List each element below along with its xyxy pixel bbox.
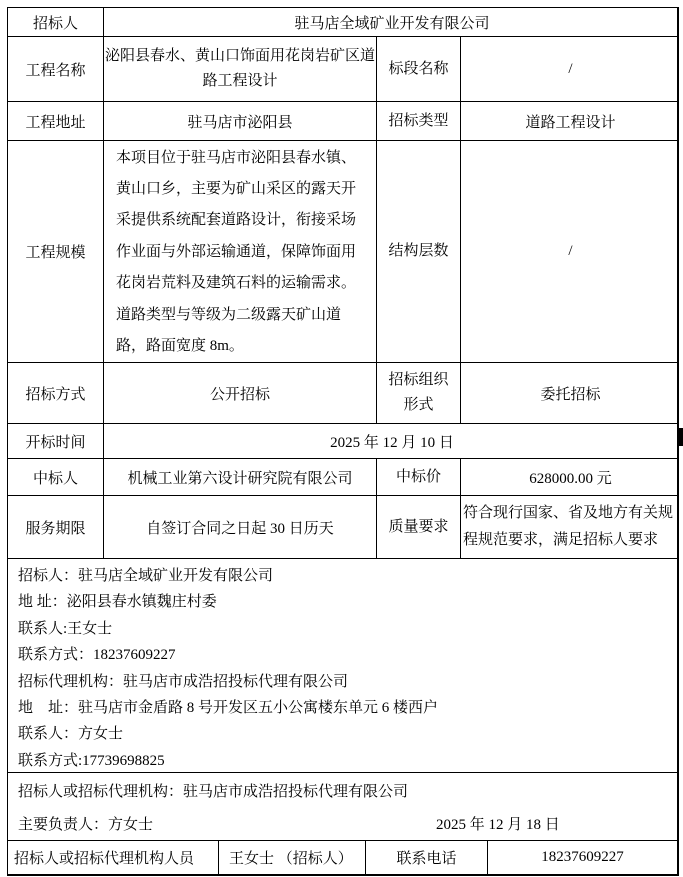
tenderer-value: 驻马店全域矿业开发有限公司 <box>294 15 490 32</box>
service-period-value: 自签订合同之日起 30 日历天 <box>104 496 377 558</box>
structure-layers-label: 结构层数 <box>377 141 461 362</box>
section-name-value: / <box>568 60 573 77</box>
row-project-address <box>8 102 677 141</box>
footer-phone-value: 18237609227 <box>541 849 624 865</box>
footer-phone-label: 联系电话 <box>366 841 488 874</box>
signature-date: 2025 年 12 月 18 日 <box>436 817 560 833</box>
winning-price-label: 中标价 <box>377 459 461 495</box>
service-period-label: 服务期限 <box>8 496 104 558</box>
winning-bidder-value: 机械工业第六设计研究院有限公司 <box>104 459 377 495</box>
section-name-label: 标段名称 <box>377 37 461 101</box>
tender-method-value: 公开招标 <box>104 363 377 423</box>
contact-agency: 招标代理机构：驻马店市成浩招投标代理有限公司 <box>18 673 349 690</box>
row-project-name <box>8 37 677 102</box>
contact-agency-phone: 联系方式:17739698825 <box>18 752 165 769</box>
contact-agency-person: 联系人：方女士 <box>18 726 124 743</box>
row-footer <box>8 841 677 874</box>
row-tender-method <box>8 363 677 424</box>
footer-personnel-label: 招标人或招标代理机构人员 <box>8 841 219 874</box>
tender-org-form-label: 招标组织形式 <box>377 363 461 423</box>
principal-name: 主要负责人：方女士 <box>18 817 154 833</box>
row-tenderer <box>8 8 677 37</box>
edge-mark-artifact <box>679 428 683 446</box>
project-name-label: 工程名称 <box>8 37 104 101</box>
tender-info-table <box>7 7 679 876</box>
row-contact-block <box>8 559 677 773</box>
contact-tenderer-phone: 联系方式：18237609227 <box>18 647 176 664</box>
project-scale-label: 工程规模 <box>8 141 104 362</box>
contact-agency-address: 地 址：驻马店市金盾路 8 号开发区五小公寓楼东单元 6 楼西户 <box>18 700 439 717</box>
row-agency-block <box>8 773 677 841</box>
tender-org-form-value: 委托招标 <box>540 386 601 403</box>
project-address-label: 工程地址 <box>8 102 104 140</box>
contact-tenderer-person: 联系人:王女士 <box>18 620 113 637</box>
quality-requirement-label: 质量要求 <box>377 496 461 558</box>
bid-opening-time-label: 开标时间 <box>8 424 104 458</box>
contact-block <box>8 559 677 772</box>
project-address-value: 驻马店市泌阳县 <box>104 102 377 140</box>
row-winning-bidder <box>8 459 677 496</box>
project-scale-value: 本项目位于驻马店市泌阳县春水镇、黄山口乡，主要为矿山采区的露天开采提供系统配套道路设计，衔接采场作业面与外部运输通道，保障饰面用花岗岩荒料及建筑石料的运输需求。道路类型与等级为二级露天矿山道路，路面宽度 8m。 <box>104 141 377 362</box>
tender-type-value: 道路工程设计 <box>525 114 616 131</box>
row-bid-opening-time <box>8 424 677 459</box>
contact-tenderer-address: 地 址：泌阳县春水镇魏庄村委 <box>18 594 217 611</box>
project-name-value: 泌阳县春水、黄山口饰面用花岗岩矿区道路工程设计 <box>104 37 377 101</box>
footer-personnel-name: 王女士 （招标人） <box>219 841 366 874</box>
principal-line <box>18 809 677 840</box>
tender-method-label: 招标方式 <box>8 363 104 423</box>
bid-opening-time-value: 2025 年 12 月 10 日 <box>330 434 454 451</box>
tenderer-label: 招标人 <box>8 8 104 36</box>
winning-bidder-label: 中标人 <box>8 459 104 495</box>
contact-tenderer: 招标人：驻马店全域矿业开发有限公司 <box>18 568 274 584</box>
row-project-scale <box>8 141 677 363</box>
winning-price-value: 628000.00 元 <box>529 470 612 487</box>
agency-block <box>8 773 677 840</box>
agency-name-line: 招标人或招标代理机构：驻马店市成浩招投标代理有限公司 <box>18 784 409 800</box>
structure-layers-value: / <box>568 243 573 259</box>
row-service-period <box>8 496 677 559</box>
quality-requirement-value: 符合现行国家、省及地方有关规程规范要求，满足招标人要求 <box>463 505 674 548</box>
tender-type-label: 招标类型 <box>377 102 461 140</box>
